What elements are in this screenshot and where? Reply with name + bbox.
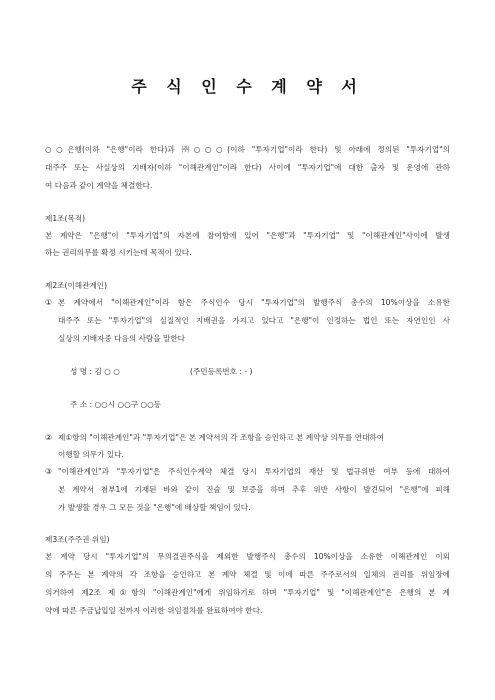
article-2-heading: 제2조(이해관계인) bbox=[45, 281, 108, 290]
article-1-line-2: 하는 권리의무를 확정 시키는데 목적이 있다. bbox=[45, 248, 192, 257]
article-2-item-1-line-1: 본 계약에서 "이해관계인"이라 함은 주식인수 당시 "투자기업"의 발행주식 총수의 10%이상을 소유한 bbox=[58, 298, 450, 307]
article-3-heading: 제3조(주주권 위임) bbox=[45, 535, 110, 544]
article-2-item-3-line-1: "이해관계인"과 "투자기업"은 주식인수계약 체결 당시 투자기업의 재산 및 법규위반 여부 등에 대하여 bbox=[58, 467, 450, 476]
intro-line-3: 여 다음과 같이 계약을 체결한다. bbox=[45, 181, 153, 190]
article-2-item-1-line-2: 대주주 또는 "투자기업"의 실질적인 지배권을 가지고 있다고 "은행"이 인정하는 법인 또는 자연인인 사 bbox=[58, 316, 450, 325]
article-1-line-1: 본 계약은 "은행"이 "투자기업"의 자본에 참여함에 있어 "은행"과 "투자기업" 및 "이해관계인"사이에 발생 bbox=[45, 231, 450, 240]
article-2-item-2-line-2: 이행할 의무가 있다. bbox=[58, 450, 124, 459]
document-title: 주 식 인 수 계 약 서 bbox=[131, 77, 364, 96]
article-1-heading: 제1조(목적) bbox=[45, 214, 86, 223]
article-2-item-3-marker: ③ bbox=[45, 467, 53, 476]
article-3-line-1: 본 계약 당시 "투자기업"의 무의결권주식을 제외한 발행주식 총수의 10%이상을 소유한 이해관계인 이외 bbox=[45, 552, 450, 561]
article-2-item-1-marker: ① bbox=[45, 298, 53, 307]
article-2-item-3-line-3: 가 발생할 경우 그 모든 것을 "은행"에 배상할 책임이 있다. bbox=[58, 503, 251, 512]
interested-party-name: 성 명 : 김 ○ ○ bbox=[70, 367, 120, 376]
interested-party-address: 주 소 : ○○시 ○○구 ○○동 bbox=[70, 400, 162, 409]
intro-line-2: 대주주 또는 사실상의 지배자(이하 "이해관계인"이라 한다) 사이에 "투자기업"에 대한 출자 및 운영에 관하 bbox=[45, 163, 450, 172]
article-3-line-2: 의 주주는 본 계약의 각 조항을 승인하고 본 계약 체결 및 이에 따른 주주로서의 일체의 권리를 위임장에 bbox=[45, 570, 450, 579]
article-3-line-3: 의거하여 제2조 제①항의 "이해관계인"에게 위임하기로 하며 "투자기업" 및 "이해관계인"은 은행의 본 계 bbox=[45, 588, 450, 597]
intro-line-1: ○○은행(이하 "은행"이라 한다)과 ㈜○○○(이하 "투자기업"이라 한다) 및 아래에 정의된 "투자기업"의 bbox=[45, 145, 450, 154]
article-2-item-2-marker: ② bbox=[45, 433, 53, 442]
article-2-item-1-line-3: 실상의 지배자중 다음의 사람을 말한다 bbox=[58, 334, 186, 343]
interested-party-id-number: (주민등록번호 : - ) bbox=[190, 367, 253, 376]
article-2-item-2-line-1: 제①항의 "이해관계인"과 "투자기업"은 본 계약서의 각 조항을 승인하고 본 계약상 의무를 연대하여 bbox=[58, 433, 385, 442]
article-3-line-4: 약에 따른 주금납입일 전까지 이러한 위임절차를 완료하여야 한다. bbox=[45, 606, 263, 615]
article-2-item-3-line-2: 본 계약서 첨부1에 기재된 바와 같이 진술 및 보증을 하며 추후 위반 사항이 발견되어 "은행"에 피해 bbox=[58, 485, 450, 494]
